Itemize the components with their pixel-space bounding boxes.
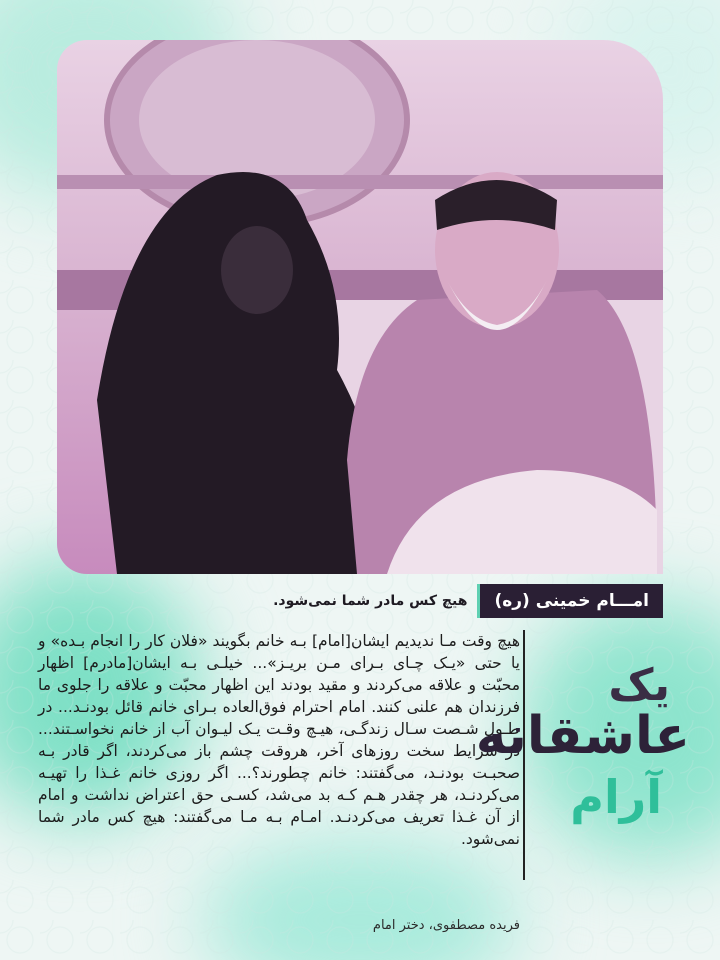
woman-face bbox=[221, 226, 293, 314]
logo-word-1: یک bbox=[608, 660, 670, 711]
memoir-text: هیچ وقت مـا ندیدیم ایشان[امام] بـه خانم بگویند «فلان کار را انجام بـده» و یا حتی «یـک چـای بـرای مـن بریـز»... خیلـی بـه ایشان[مادرم] اظهار محبّت و علاقه می‌کردند و مقید بودند این اظهار محبّت و علاقه را جلوی ما فرزندان هم علنی کنند. امام احترام فوق‌العاده بـرای خانم قائل بودنـد... در طـول شـصت سـال زندگـی، هیـچ وقـت یـک لیـوان آب از خانم نخواسـتند... در شرایط سخت روزهای آخر، هروقت چشم باز می‌کردند، اگر قادر بـه صحبـت بودنـد، می‌گفتند: خانم چطورند؟... اگر روزی خانم غـذا را تهیـه می‌کردنـد، هر چقدر هـم کـه بد می‌شد، کسـی حق اعتراض نداشت و امام از آن غـذا تعریف می‌کردنـد. امـام بـه مـا می‌گفتند: هیچ کس مادر شما نمی‌شود. bbox=[38, 632, 520, 848]
logo-word-3: آرام bbox=[570, 770, 662, 824]
shelf bbox=[57, 175, 663, 189]
logo-word-2: عاشقانه bbox=[475, 706, 690, 766]
photo-illustration bbox=[57, 40, 663, 574]
photo-caption bbox=[57, 584, 663, 618]
historical-photo bbox=[57, 40, 663, 574]
source-attribution: فریده مصطفوی، دختر امام bbox=[372, 918, 520, 933]
logo bbox=[475, 660, 690, 830]
caption-quote: هیچ کس مادر شما نمی‌شود. bbox=[273, 593, 468, 609]
caption-name-label: امـــام خمینی (ره) bbox=[477, 584, 663, 618]
